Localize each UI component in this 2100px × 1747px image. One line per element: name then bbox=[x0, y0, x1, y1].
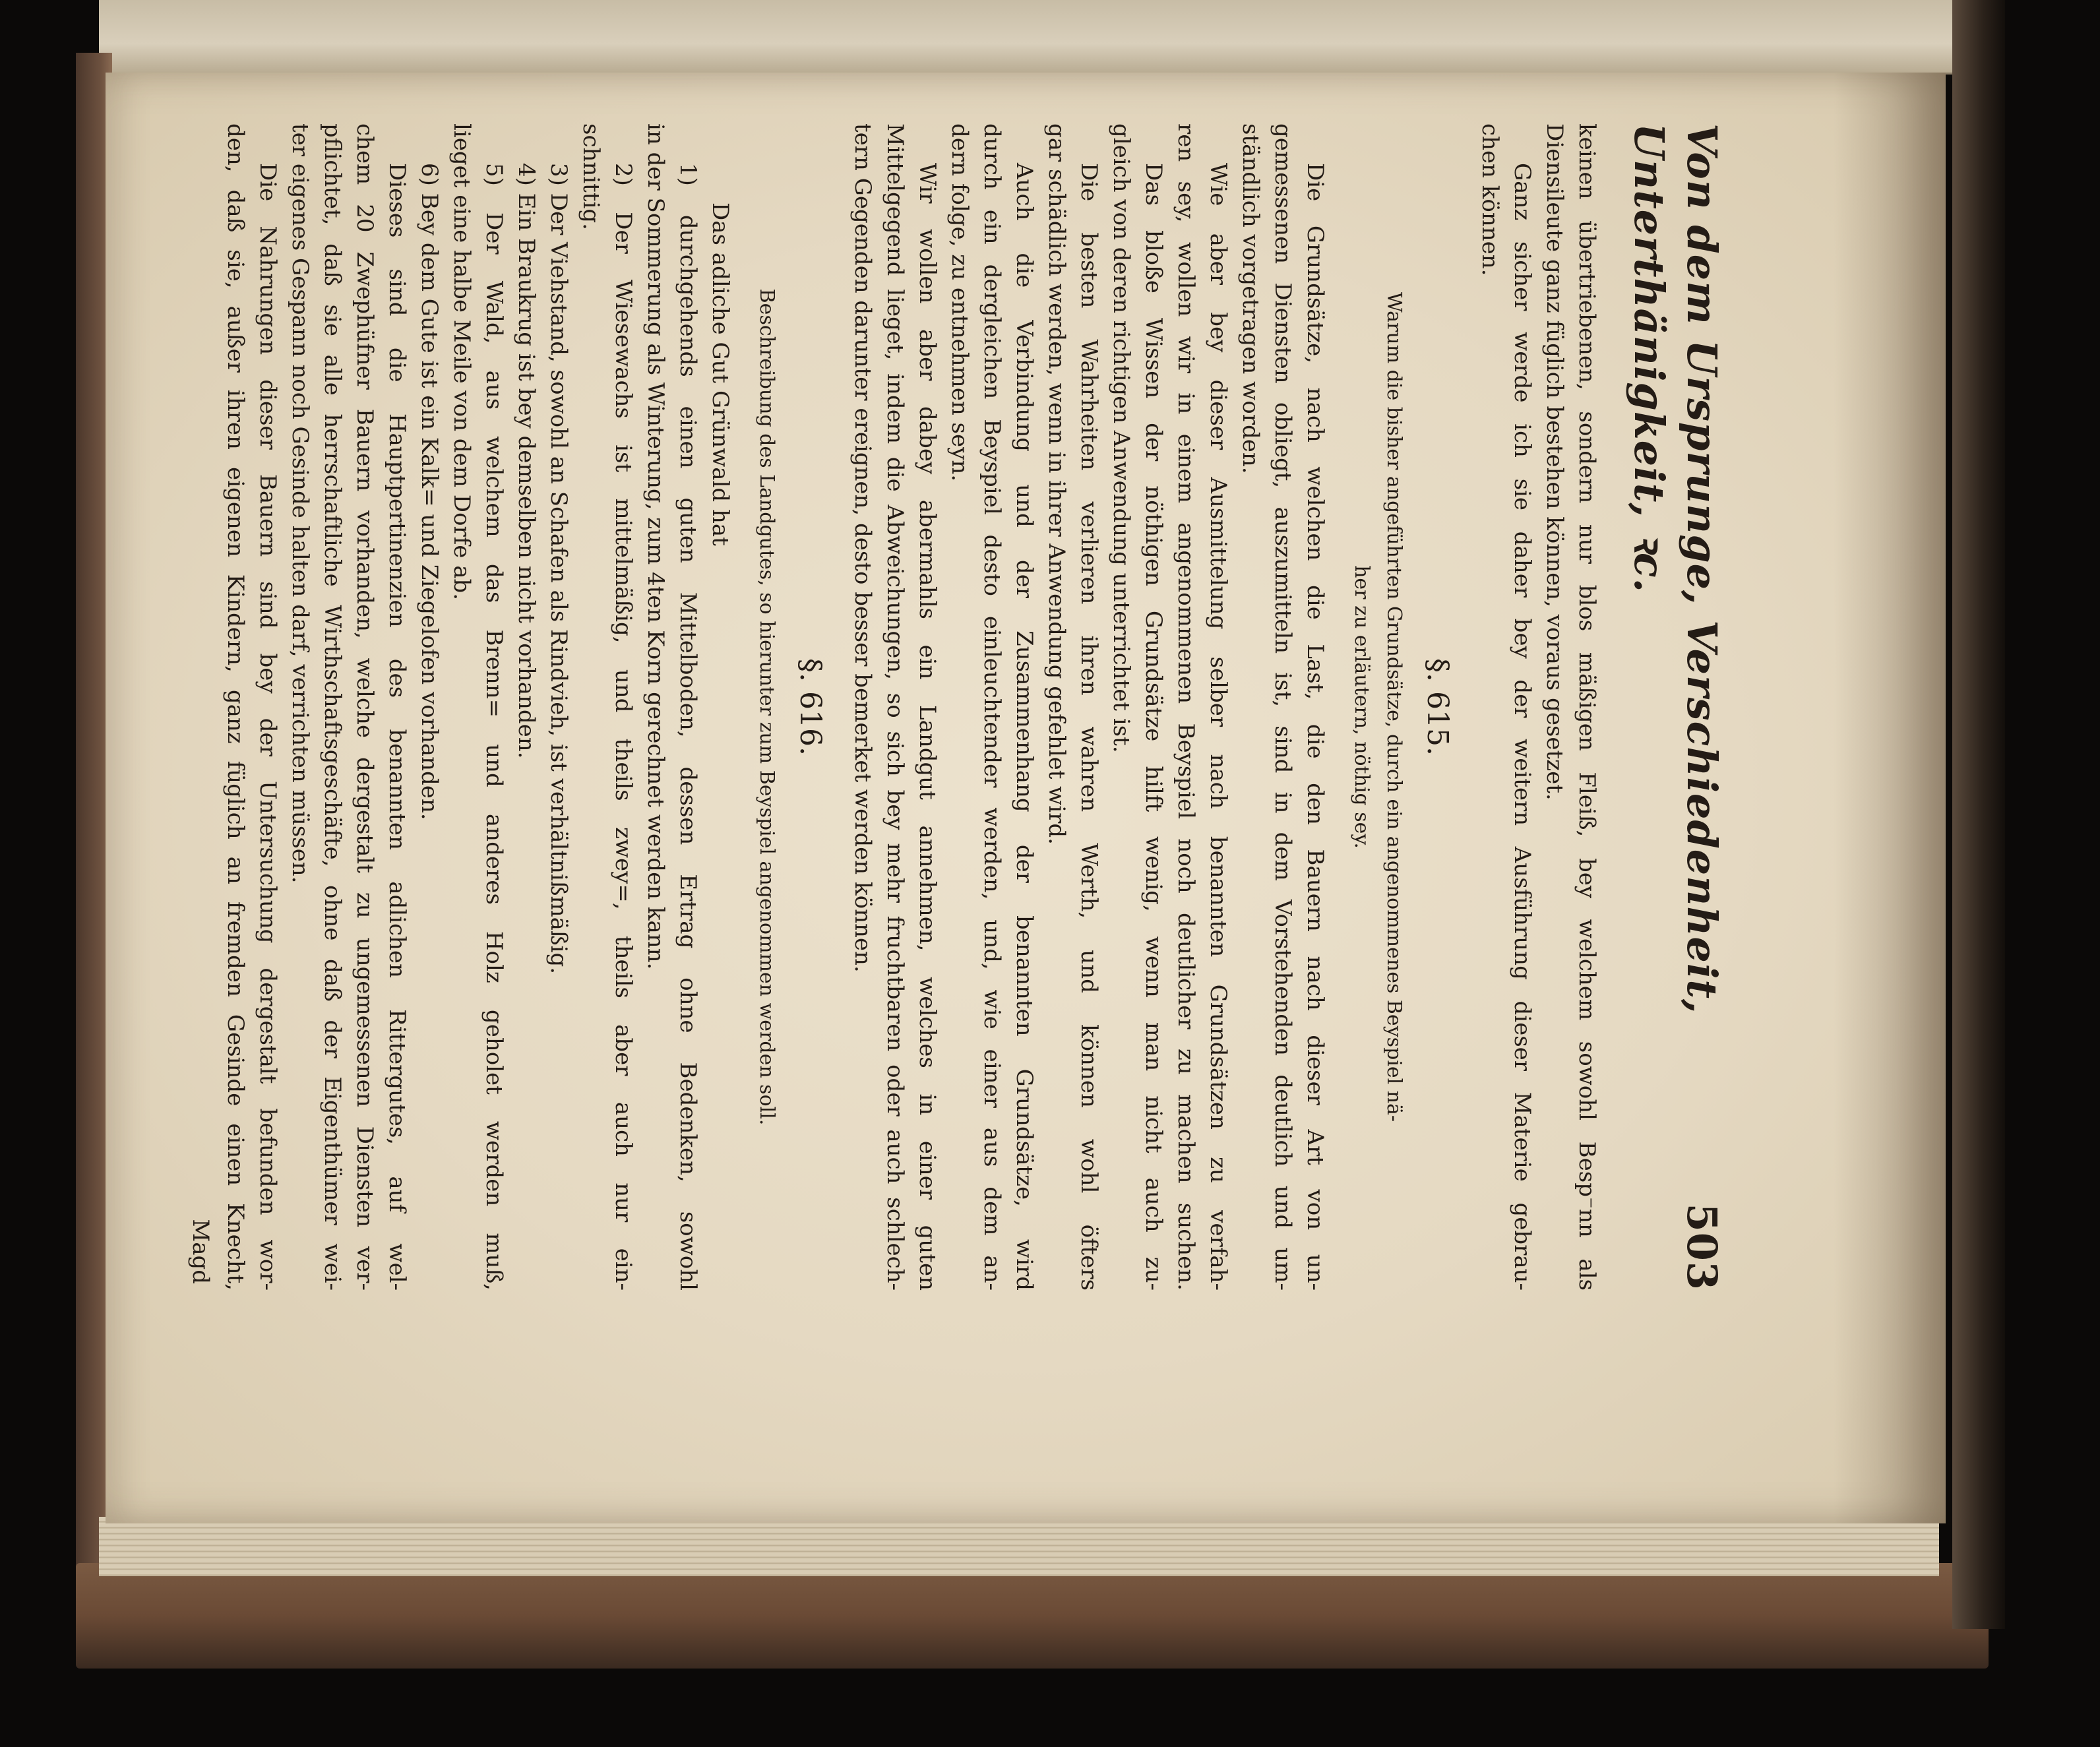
text-line: Ganz sicher werde ich sie daher bey der weitern Ausführung dieser Materie gebrau- bbox=[1509, 163, 1535, 1291]
book-cover-right bbox=[1952, 0, 2005, 1629]
text-line: durch ein dergleichen Beyspiel desto einleuchtender werden, und, wie einer aus dem an- bbox=[979, 123, 1005, 1291]
book-cover-bottom bbox=[76, 1563, 1989, 1669]
text-line: ren sey, wollen wir in einem angenommenen Beyspiel noch deutlicher zu machen suchen. bbox=[1173, 123, 1199, 1291]
text-line: Auch die Verbindung und der Zusammenhang der benannten Grundsätze, wird bbox=[1011, 163, 1037, 1291]
text-line: pflichtet, daß sie alle herrschaftliche Wirthschaftsgeschäfte, ohne daß der Eigenthümer wei- bbox=[319, 123, 346, 1291]
list-item: 4) Ein Braukrug ist bey demselben nicht vorhanden. bbox=[513, 163, 540, 759]
text-line: den, daß sie, außer ihren eigenen Kindern, ganz füglich an fremden Gesinde einen Knecht, bbox=[222, 123, 249, 1291]
text-line: ter eigenes Gespann noch Gesinde halten darf, verrichten müssen. bbox=[287, 123, 313, 884]
text-line: Wir wollen aber dabey abermahls ein Landgut annehmen, welches in einer guten bbox=[914, 163, 941, 1291]
list-item: 2) Der Wiesewachs ist mittelmäßig, und theils zwey=, theils aber auch nur ein- bbox=[610, 163, 636, 1291]
catchword: Magd bbox=[187, 1219, 214, 1284]
list-item: 1) durchgehends einen guten Mittelboden, dessen Ertrag ohne Bedenken, sowohl bbox=[675, 163, 701, 1291]
text-line: Diensileute ganz füglich bestehen können, voraus gesetzet. bbox=[1541, 123, 1568, 801]
text-line: chem 20 Zwephüfner Bauern vorhanden, welche dergestalt zu ungemessenen Diensten ver- bbox=[352, 123, 378, 1291]
text-line: keinen übertriebenen, sondern nur blos mäßigen Fleiß, bey welchem sowohl Besp⁻nn als bbox=[1574, 123, 1600, 1291]
text-line: gar schädlich werden, wenn in ihrer Anwendung gefehlet wird. bbox=[1043, 123, 1070, 845]
top-page-edge bbox=[99, 0, 1965, 75]
section-subtitle: Beschreibung des Landgutes, so hierunter zum Beyspiel angenommen werden soll. bbox=[755, 288, 778, 1126]
text-line: ständlich vorgetragen worden. bbox=[1237, 123, 1264, 474]
page-stack-edge bbox=[99, 1517, 1939, 1576]
running-header bbox=[1622, 123, 1726, 1291]
text-line: lieget eine halbe Meile von dem Dorfe ab. bbox=[448, 123, 475, 601]
text-line: gleich von deren richtigen Anwendung unterrichtet ist. bbox=[1108, 123, 1134, 753]
text-line: chen können. bbox=[1477, 123, 1503, 276]
text-line: Mittelgegend lieget, indem die Abweichungen, so sich bey mehr fruchtbaren oder auch schlech- bbox=[882, 123, 908, 1291]
text-line: dern folge, zu entnehmen seyn. bbox=[946, 123, 973, 482]
text-line: Das bloße Wissen der nöthigen Grundsätze hilft wenig, wenn man nicht auch zu- bbox=[1140, 163, 1167, 1291]
text-line: Die Grundsätze, nach welchen die Last, die den Bauern nach dieser Art von un- bbox=[1302, 163, 1328, 1291]
text-line: Dieses sind die Hauptpertinenzien des benannten adlichen Rittergutes, auf wel- bbox=[384, 163, 410, 1291]
list-item: 3) Der Viehstand, sowohl an Schafen als Rindvieh, ist verhältnißmäßig. bbox=[545, 163, 572, 975]
text-line: gemessenen Diensten obliegt, auszumitteln ist, sind in dem Vorstehenden deutlich und um- bbox=[1270, 123, 1296, 1291]
section-subtitle: her zu erläutern, nöthig sey. bbox=[1350, 565, 1373, 849]
page-number: 503 bbox=[1678, 1203, 1726, 1291]
text-line: schnittig. bbox=[578, 123, 604, 230]
section-subtitle: Warum die bisher angeführten Grundsätze, durch ein angenommenes Beyspiel nä- bbox=[1382, 291, 1405, 1122]
section-heading: §. 615. bbox=[1421, 658, 1454, 756]
text-line: Die besten Wahrheiten verlieren ihren wahren Werth, und können wohl öfters bbox=[1076, 163, 1102, 1291]
text-line: tern Gegenden darunter ereignen, desto besser bemerket werden können. bbox=[849, 123, 876, 973]
section-heading: §. 616. bbox=[793, 658, 827, 756]
list-item: 6) Bey dem Gute ist ein Kalk= und Ziegelofen vorhanden. bbox=[416, 163, 443, 820]
text-line: Wie aber bey dieser Ausmittelung selber nach benannten Grundsätzen zu verfah- bbox=[1205, 163, 1231, 1291]
text-line: Das adliche Gut Grünwald hat bbox=[707, 202, 733, 546]
text-line: Die Nahrungen dieser Bauern sind bey der Untersuchung dergestalt befunden wor- bbox=[255, 163, 281, 1291]
text-line: in der Sommerung als Winterung, zum 4ten Korn gerechnet werden kann. bbox=[642, 123, 669, 970]
running-title: Von dem Ursprunge, Verschiedenheit, Unterthänigkeit, ꝛc. bbox=[1625, 123, 1726, 1014]
page-text-block bbox=[187, 123, 1726, 1291]
gutter-shadow bbox=[1834, 73, 1946, 1523]
list-item: 5) Der Wald, aus welchem das Brenn= und anderes Holz geholet werden muß, bbox=[481, 163, 507, 1291]
